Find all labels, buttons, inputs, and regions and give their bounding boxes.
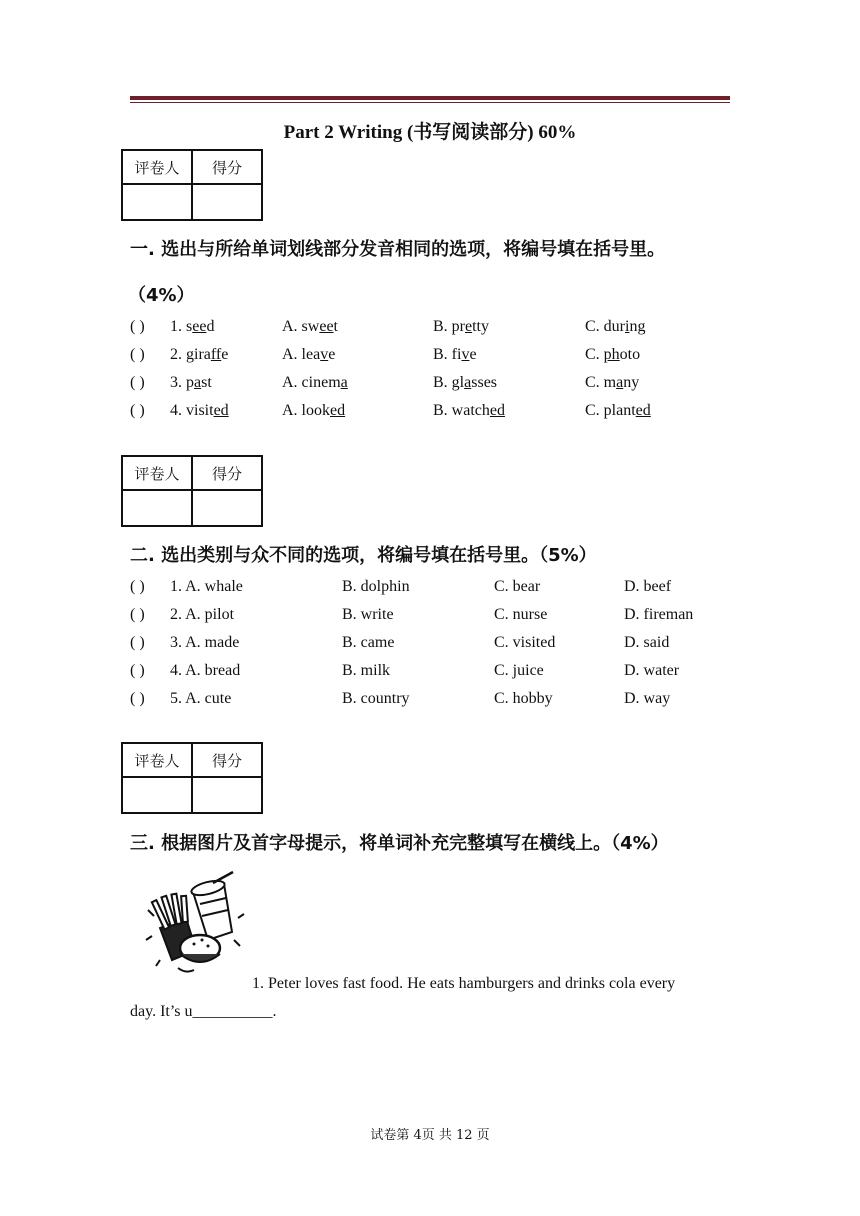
score-box xyxy=(121,149,263,221)
option-d: D. way xyxy=(624,690,671,707)
option-c: C. visited xyxy=(494,634,556,651)
question-word: 2. giraffe xyxy=(170,346,229,363)
option-c: C. many xyxy=(585,374,640,391)
option-a: A. leave xyxy=(282,346,336,363)
option-c: C. during xyxy=(585,318,646,335)
section2-heading: 二. 选出类别与众不同的选项，将编号填在括号里。（5%） xyxy=(130,545,597,566)
score-cell[interactable] xyxy=(192,490,262,526)
fast-food-illustration xyxy=(138,870,250,980)
answer-bracket[interactable]: ( ) xyxy=(130,374,145,391)
option-b: B. country xyxy=(342,690,410,707)
header-rule-thin xyxy=(130,102,730,103)
header-rule-thick xyxy=(130,96,730,100)
grader-cell[interactable] xyxy=(122,490,192,526)
option-c: C. hobby xyxy=(494,690,553,707)
answer-bracket[interactable]: ( ) xyxy=(130,346,145,363)
score-cell[interactable] xyxy=(192,184,262,220)
section1-heading: 一. 选出与所给单词划线部分发音相同的选项，将编号填在括号里。 xyxy=(130,239,666,260)
score-label: 得分 xyxy=(192,150,262,184)
option-b: B. write xyxy=(342,606,394,623)
question-word: 1. seed xyxy=(170,318,215,335)
answer-bracket[interactable]: ( ) xyxy=(130,606,145,623)
answer-bracket[interactable]: ( ) xyxy=(130,634,145,651)
option-c: C. juice xyxy=(494,662,544,679)
grader-label: 评卷人 xyxy=(122,743,192,777)
option-a: 1. A. whale xyxy=(170,578,243,595)
score-box xyxy=(121,742,263,814)
option-a: 2. A. pilot xyxy=(170,606,235,623)
answer-bracket[interactable]: ( ) xyxy=(130,318,145,335)
answer-bracket[interactable]: ( ) xyxy=(130,662,145,679)
option-a: A. cinema xyxy=(282,374,348,391)
score-box xyxy=(121,455,263,527)
option-c: C. photo xyxy=(585,346,641,363)
option-a: A. sweet xyxy=(282,318,338,335)
option-d: D. beef xyxy=(624,578,672,595)
grader-label: 评卷人 xyxy=(122,150,192,184)
option-b: B. milk xyxy=(342,662,391,679)
option-b: B. came xyxy=(342,634,395,651)
option-c: C. planted xyxy=(585,402,651,419)
grader-cell[interactable] xyxy=(122,777,192,813)
score-label: 得分 xyxy=(192,456,262,490)
score-label: 得分 xyxy=(192,743,262,777)
question3-1-line2: day. It’s u__________. xyxy=(130,1003,277,1020)
section1-percent: （4%） xyxy=(128,285,195,306)
question3-1-line1: 1. Peter loves fast food. He eats hamburgers and drinks cola every xyxy=(252,975,676,992)
answer-bracket[interactable]: ( ) xyxy=(130,690,145,707)
option-b: B. watched xyxy=(433,402,505,419)
answer-bracket[interactable]: ( ) xyxy=(130,402,145,419)
option-a: 4. A. bread xyxy=(170,662,241,679)
answer-bracket[interactable]: ( ) xyxy=(130,578,145,595)
option-b: B. glasses xyxy=(433,374,498,391)
option-a: 3. A. made xyxy=(170,634,240,651)
section3-heading: 三. 根据图片及首字母提示，将单词补充完整填写在横线上。（4%） xyxy=(130,833,669,854)
option-c: C. bear xyxy=(494,578,541,595)
option-c: C. nurse xyxy=(494,606,548,623)
part-title: Part 2 Writing (书写阅读部分) 60% xyxy=(283,122,577,143)
option-b: B. five xyxy=(433,346,477,363)
score-cell[interactable] xyxy=(192,777,262,813)
option-d: D. fireman xyxy=(624,606,694,623)
option-d: D. water xyxy=(624,662,680,679)
option-b: B. dolphin xyxy=(342,578,410,595)
option-a: A. looked xyxy=(282,402,346,419)
question-word: 4. visited xyxy=(170,402,229,419)
option-b: B. pretty xyxy=(433,318,489,335)
page-footer: 试卷第 4页 共 12 页 xyxy=(370,1128,490,1143)
option-a: 5. A. cute xyxy=(170,690,232,707)
grader-label: 评卷人 xyxy=(122,456,192,490)
option-d: D. said xyxy=(624,634,670,651)
grader-cell[interactable] xyxy=(122,184,192,220)
question-word: 3. past xyxy=(170,374,212,391)
